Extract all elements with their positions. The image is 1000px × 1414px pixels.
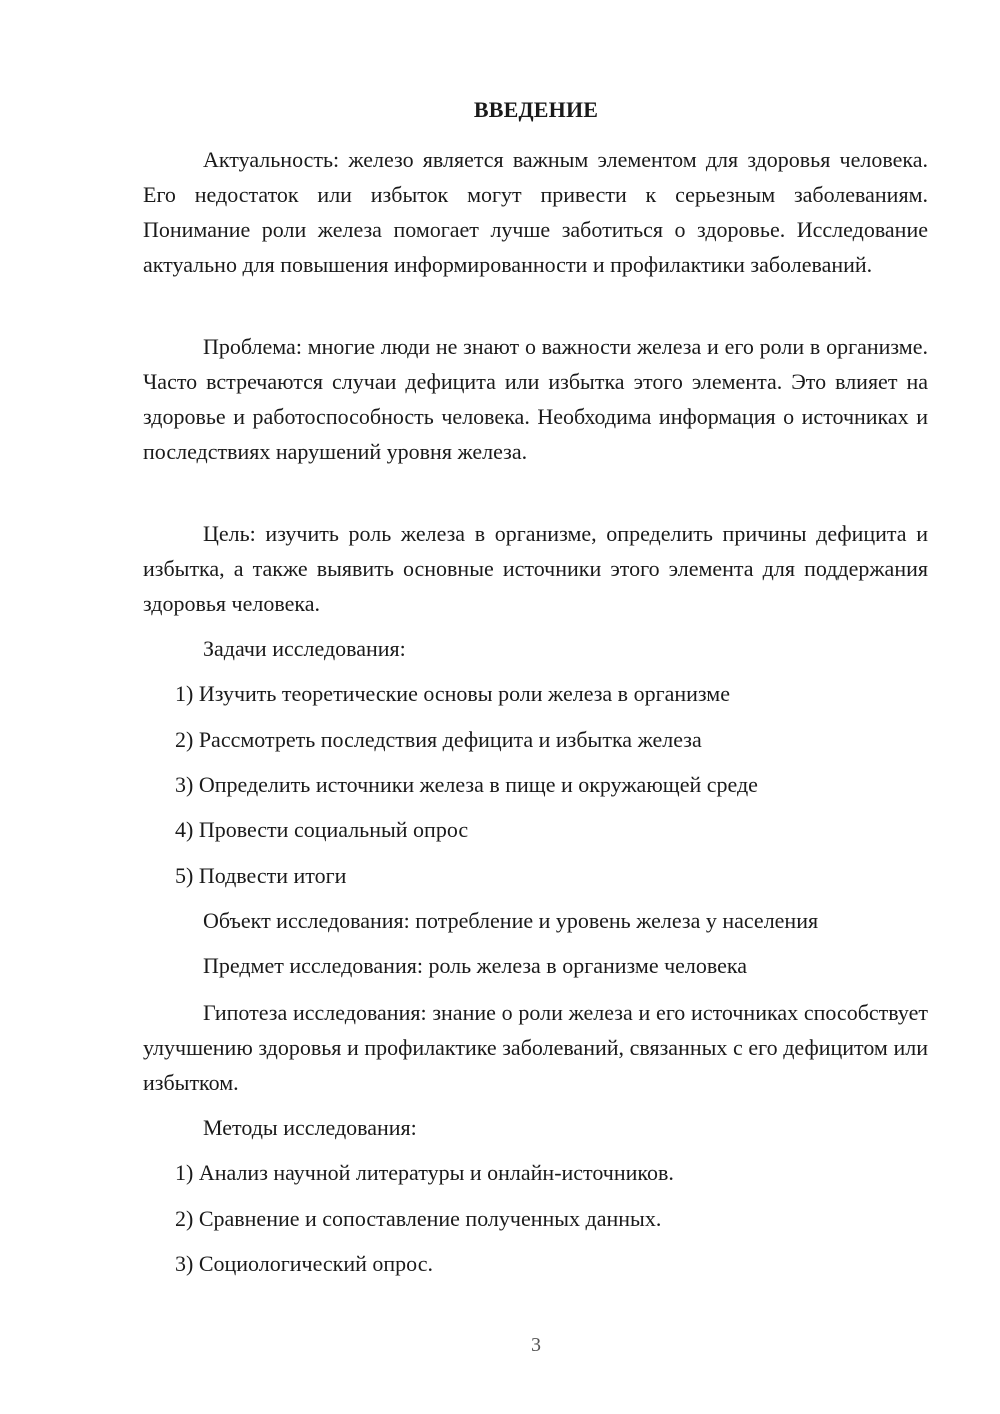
method-item: 1) Анализ научной литературы и онлайн-источников. — [175, 1160, 674, 1185]
relevance-paragraph: Актуальность: железо является важным элементом для здоровья человека. Его недостаток или избыток могут привести к серьезным заболеваниям. Понимание роли железа помогает лучше заботиться о здоровье. Исследование актуально для повышения информированности и профилактики заболеваний. — [143, 147, 928, 277]
subject-line: Предмет исследования: роль железа в организме человека — [203, 953, 748, 978]
task-item: 5) Подвести итоги — [175, 863, 347, 888]
page-number: 3 — [531, 1334, 541, 1356]
task-item: 2) Рассмотреть последствия дефицита и избытка железа — [175, 727, 702, 752]
methods-heading: Методы исследования: — [203, 1115, 417, 1140]
task-item: 4) Провести социальный опрос — [175, 817, 469, 842]
goal-paragraph: Цель: изучить роль железа в организме, определить причины дефицита и избытка, а также выявить основные источники этого элемента для поддержания здоровья человека. — [143, 521, 928, 616]
page-title: ВВЕДЕНИЕ — [473, 97, 599, 122]
method-item: 2) Сравнение и сопоставление полученных данных. — [175, 1206, 662, 1231]
object-line: Объект исследования: потребление и уровень железа у населения — [203, 908, 819, 933]
task-item: 3) Определить источники железа в пище и окружающей среде — [175, 772, 758, 797]
task-item: 1) Изучить теоретические основы роли железа в организме — [175, 681, 730, 706]
method-item: 3) Социологический опрос. — [175, 1251, 433, 1276]
hypothesis-paragraph: Гипотеза исследования: знание о роли железа и его источниках способствует улучшению здоровья и профилактике заболеваний, связанных с его дефицитом или избытком. — [143, 1000, 928, 1095]
problem-paragraph: Проблема: многие люди не знают о важности железа и его роли в организме. Часто встречаются случаи дефицита или избытка этого элемента. Это влияет на здоровье и работоспособность человека. Необходима информация о источниках и последствиях нарушений уровня железа. — [143, 334, 928, 464]
tasks-heading: Задачи исследования: — [203, 636, 406, 661]
